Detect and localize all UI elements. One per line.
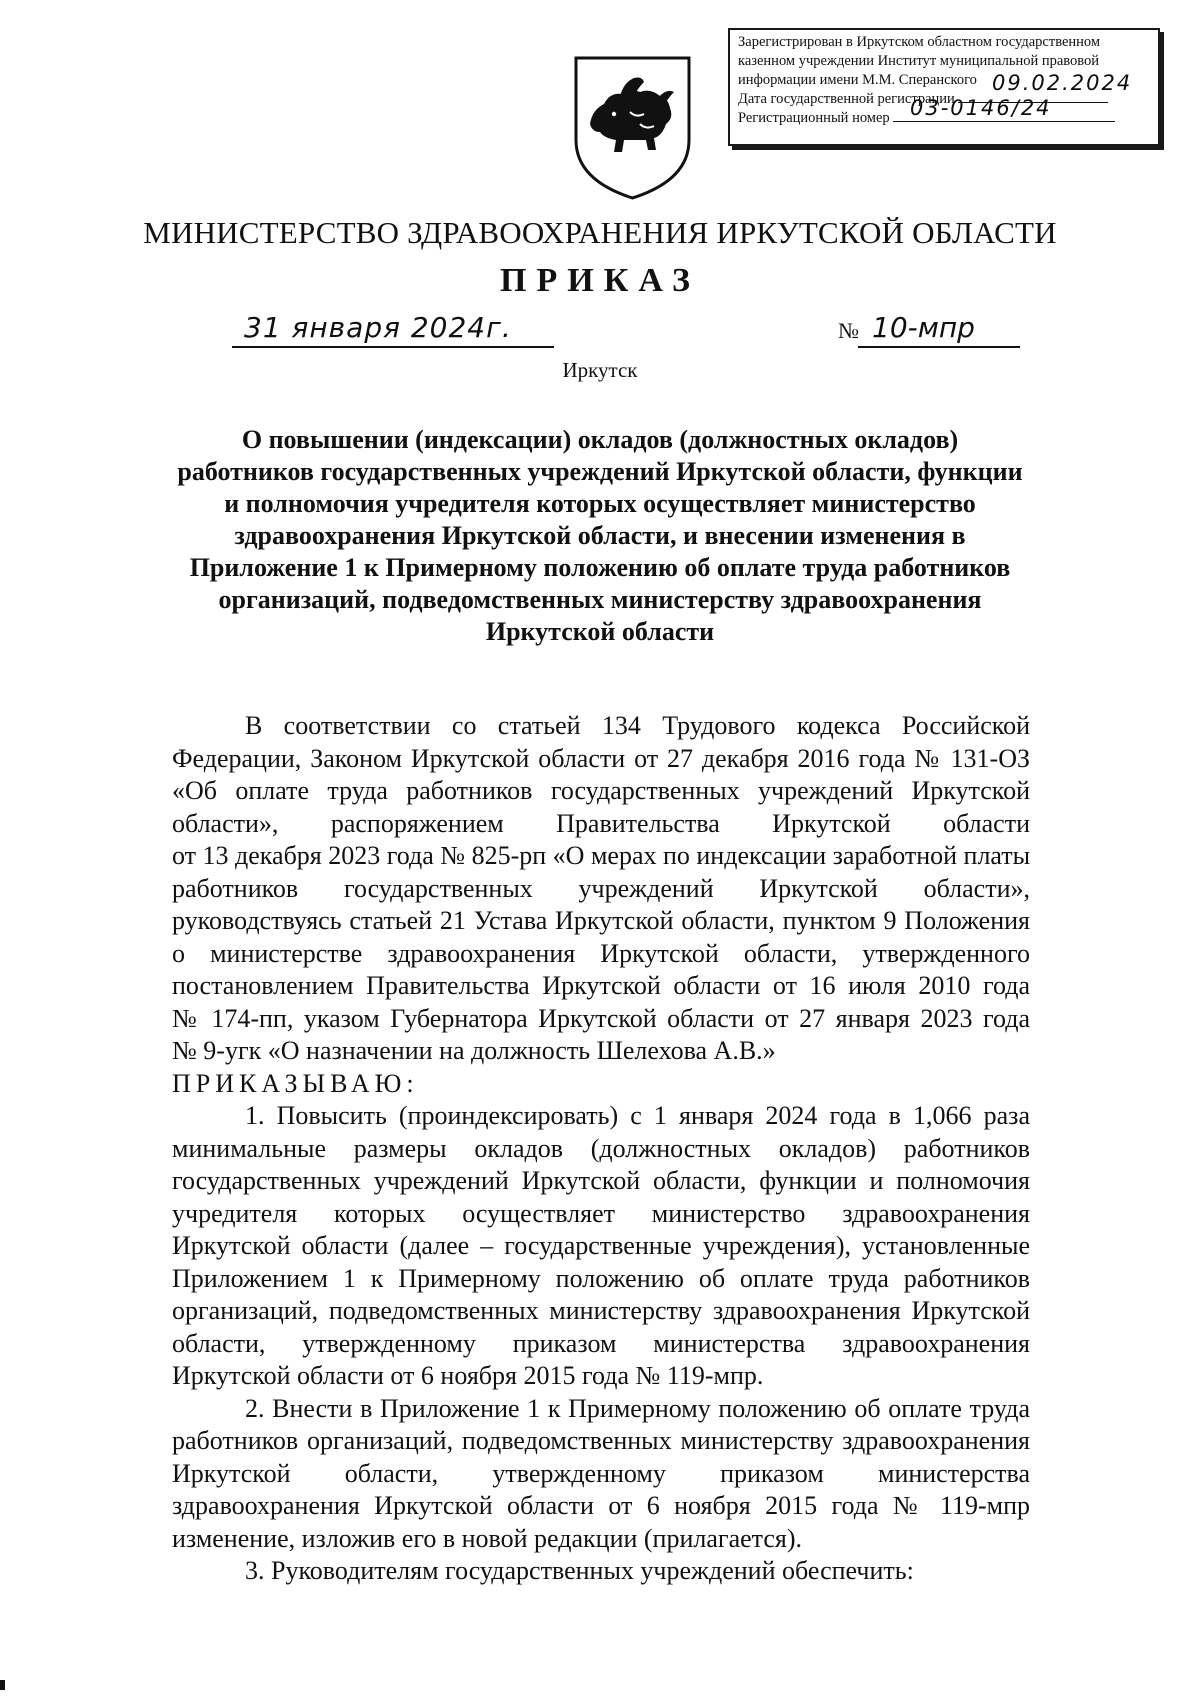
body-line: от 13 декабря 2023 года № 825-рп «О мерах по индексации заработной платы [172, 841, 1031, 870]
body-line: работников государственных учреждений Иркутской области», [172, 873, 1030, 903]
order-body [172, 710, 1030, 1588]
body-line: «Об оплате труда работников государственных учреждений Иркутской [172, 776, 1030, 805]
body-line: области», распоряжением Правительства Иркутской области [172, 808, 1030, 838]
order-number: 10-мпр [858, 310, 1020, 348]
body-line: 1. Повысить (проиндексировать) с 1 января 2024 года в 1,066 раза [245, 1101, 1030, 1130]
body-line: Иркутской области (далее – государственные учреждения), установленные [172, 1231, 1030, 1260]
heading-line: здравоохранения Иркутской области, и внесении изменения в [234, 521, 966, 550]
stamp-line: казенном учреждении Институт муниципальной правовой [738, 53, 1100, 69]
body-line: о министерстве здравоохранения Иркутской области, утвержденного [172, 938, 1030, 968]
order-directive: ПРИКАЗЫВАЮ: [172, 1068, 419, 1098]
stamp-date-label: Дата государственной регистрации [738, 91, 955, 107]
body-line: работников организаций, подведомственных министерству здравоохранения [172, 1426, 1030, 1455]
stamp-registration-number: 03-0146/24 [910, 96, 1052, 120]
registration-stamp [728, 28, 1160, 146]
body-line: изменение, изложив его в новой редакции (прилагается). [172, 1523, 802, 1553]
body-line: учредителя которых осуществляет министерство здравоохранения [172, 1198, 1030, 1228]
order-city: Иркутск [562, 358, 638, 382]
heading-line: и полномочия учредителя которых осуществляет министерство [224, 489, 976, 518]
body-line: минимальные размеры окладов (должностных окладов) работников [172, 1133, 1030, 1163]
heading-line: Приложение 1 к Примерному положению об оплате труда работников [189, 553, 1011, 582]
body-line: постановлением Правительства Иркутской области от 16 июля 2010 года [172, 971, 1030, 1000]
body-line: 3. Руководителям государственных учреждений обеспечить: [245, 1556, 914, 1585]
body-line: здравоохранения Иркутской области от 6 ноября 2015 года № 119-мпр [172, 1491, 1030, 1520]
heading-line: организаций, подведомственных министерству здравоохранения [218, 585, 982, 614]
stamp-line: информации имени М.М. Сперанского [738, 72, 977, 88]
stamp-line: Зарегистрирован в Иркутском областном государственном [738, 34, 1101, 50]
order-number-label: № [838, 318, 859, 343]
body-line: Иркутской области, утвержденному приказом министерства [172, 1458, 1030, 1488]
ministry-name: МИНИСТЕРСТВО ЗДРАВООХРАНЕНИЯ ИРКУТСКОЙ ОБЛАСТИ [143, 215, 1057, 250]
stamp-number-underline [893, 121, 1115, 122]
stamp-number-label: Регистрационный номер [738, 110, 890, 126]
stamp-registration-date: 09.02.2024 [992, 71, 1133, 95]
body-line: организаций, подведомственных министерству здравоохранения Иркутской [172, 1296, 1030, 1325]
body-line: Приложением 1 к Примерному положению об оплате труда работников [172, 1263, 1030, 1293]
body-line: № 174-пп, указом Губернатора Иркутской области от 27 января 2023 года [172, 1003, 1030, 1033]
body-line: области, утвержденному приказом министерства здравоохранения [172, 1328, 1030, 1358]
body-line: Федерации, Законом Иркутской области от 27 декабря 2016 года № 131-ОЗ [172, 743, 1030, 773]
body-line: Иркутской области от 6 ноября 2015 года № 119-мпр. [172, 1361, 764, 1390]
heading-line: О повышении (индексации) окладов (должностных окладов) [241, 425, 959, 454]
body-line: № 9-угк «О назначении на должность Шелехова А.В.» [172, 1036, 776, 1065]
coat-of-arms-icon [570, 52, 695, 202]
document-title: ПРИКАЗ [500, 262, 700, 299]
body-line: государственных учреждений Иркутской области, функции и полномочия [172, 1166, 1030, 1195]
heading-line: работников государственных учреждений Иркутской области, функции [177, 457, 1023, 486]
heading-line: Иркутской области [485, 617, 715, 646]
body-line: В соответствии со статьей 134 Трудового кодекса Российской [245, 711, 1030, 740]
order-heading [160, 424, 1040, 648]
order-date: 31 января 2024г. [232, 310, 554, 348]
body-line: руководствуясь статьей 21 Устава Иркутской области, пунктом 9 Положения [172, 906, 1030, 935]
body-line: 2. Внести в Приложение 1 к Примерному положению об оплате труда [245, 1393, 1030, 1423]
scan-artifact [0, 1680, 5, 1690]
